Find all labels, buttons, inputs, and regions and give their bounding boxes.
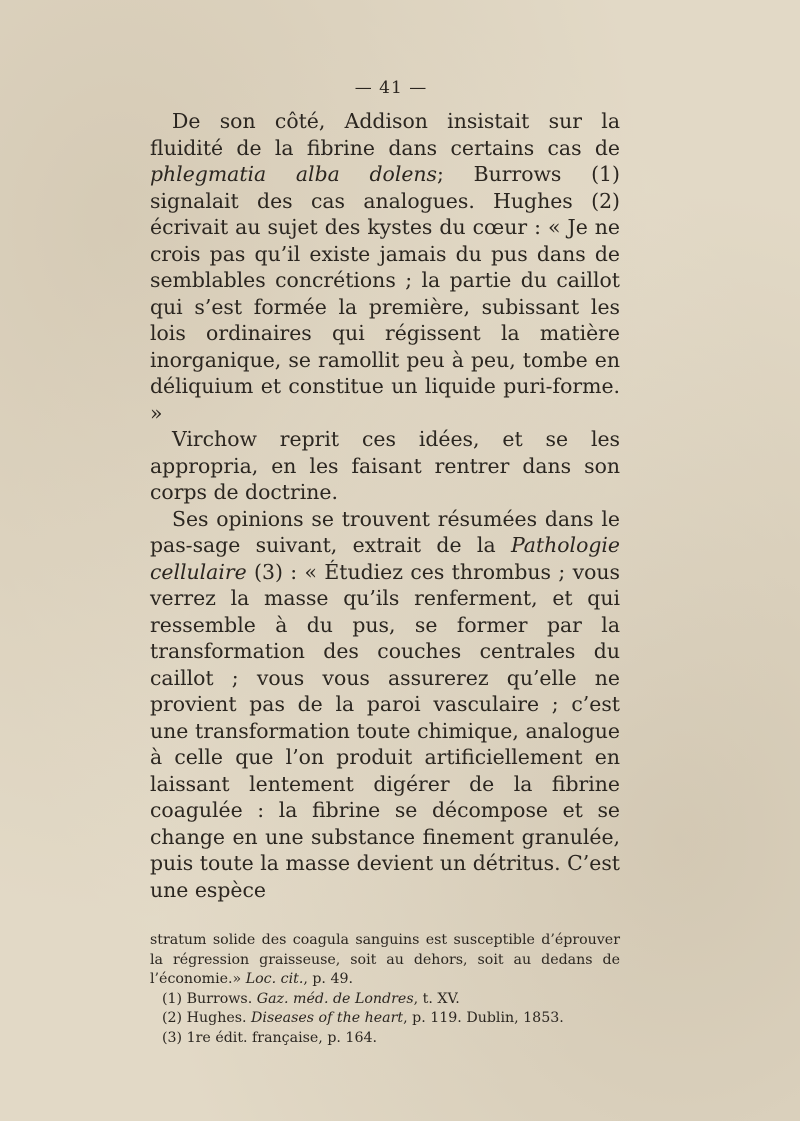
paragraph-virchow: Virchow reprit ces idées, et se les appropria, en les faisant rentrer dans son corps de doctrine. [150,427,620,504]
footnote-italic: Loc. cit. [245,971,304,987]
book-page [150,78,620,1048]
paragraph-text: De son côté, Addison insistait sur la fluidité de la fibrine dans certains cas de [150,109,620,160]
italic-term: phlegmatia alba dolens [150,162,438,186]
footnote-text: (1) Burrows. [162,990,257,1007]
footnote-italic: Diseases of the heart [251,1010,404,1026]
page-number: — 41 — [354,78,428,98]
footnote-continuation [150,931,620,990]
footnote-3: (3) 1re édit. française, p. 164. [162,1029,378,1046]
paragraph-text: Ses opinions se trouvent résumées dans le pas-sage suivant, extrait de la [150,506,620,557]
main-text [150,108,620,903]
footnote-italic: Gaz. méd. de Londres [256,990,414,1007]
italic-title: Pathologie cellulaire [150,533,620,584]
footnote-1 [150,990,620,1010]
paragraph-text: (3) : « Étudiez ces thrombus ; vous verrez la masse qu’ils renferment, et qui ressemble à du pus, se former par la transformation des couches centrales du caillot ; vous vous assurerez qu’elle ne provient pas de la paroi vasculaire ; c’est une transformation toute chimique, analogue à celle que l’on produit artificiellement en laissant lentement digérer de la fibrine coagulée : la fibrine se décompose et se change en une substance finement granulée, puis toute la masse devient un détritus. C’est une espèce [150,559,620,902]
footnotes [150,931,620,1048]
paragraph-text: ; Burrows (1) signalait des cas analogues. Hughes (2) écrivait au sujet des kystes du cœur : « Je ne crois pas qu’il existe jamais du pus dans de semblables concrétions ; la partie du caillot qui s’est formée la première, subissant les lois ordinaires qui régissent la matière inorganique, se ramollit peu à peu, tombe en déliquium et constitue un liquide puri-forme. » [150,162,620,425]
footnote-text: , p. 49. [303,971,354,987]
paragraph-opinions [150,506,620,904]
paragraph-addison [150,108,620,426]
footnote-text: , t. XV. [413,990,460,1007]
footnote-2 [150,1009,620,1029]
footnote-text: stratum solide des coagula sanguins est susceptible d’éprouver la régression graisseuse, soit au dehors, soit au dedans de l’économie.» [150,932,620,987]
footnote-text: , p. 119. Dublin, 1853. [403,1010,564,1026]
footnote-text: (2) Hughes. [162,1010,252,1026]
